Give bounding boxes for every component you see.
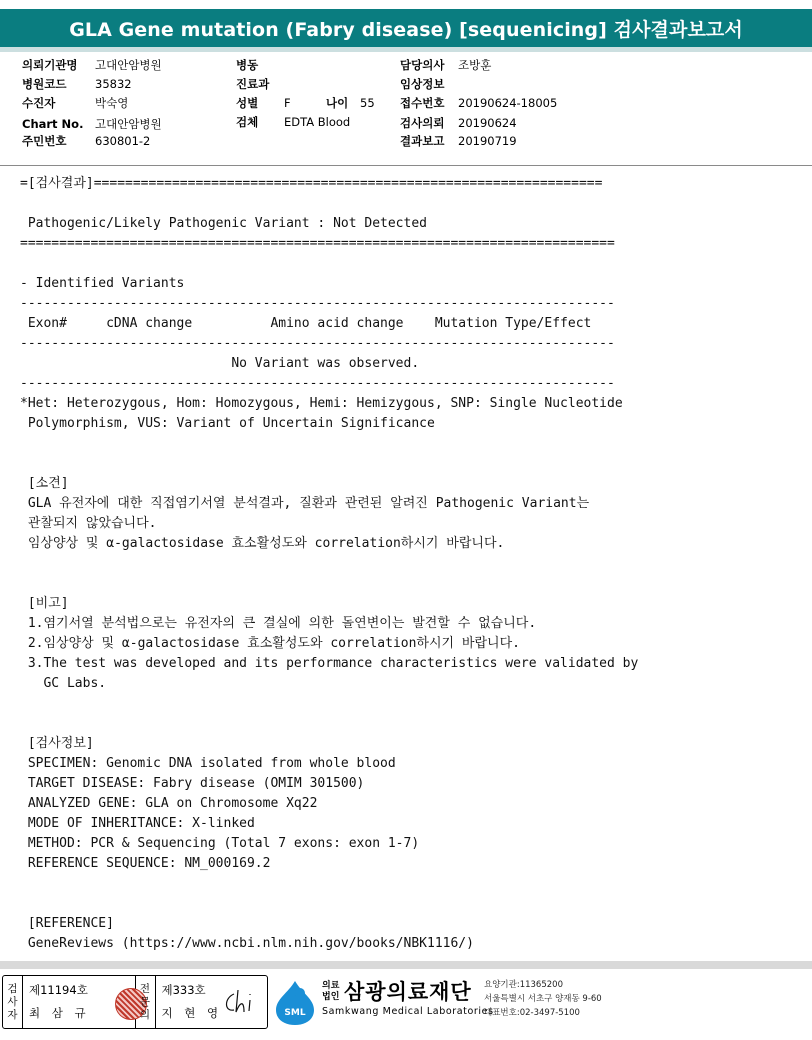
info-row-specimen bbox=[236, 113, 350, 131]
signer-license: 제333호 bbox=[161, 983, 206, 997]
info-value: 630801-2 bbox=[95, 134, 151, 148]
report-line: 관찰되지 않았습니다. bbox=[20, 516, 157, 531]
info-label: 접수번호 bbox=[400, 96, 445, 110]
info-label: 주민번호 bbox=[22, 134, 67, 148]
info-label: 병동 bbox=[236, 58, 259, 72]
report-line bbox=[20, 574, 800, 594]
signer-role-label: 전문의 bbox=[139, 982, 151, 1021]
report-line: GC Labs. bbox=[20, 676, 107, 691]
report-line bbox=[20, 454, 800, 474]
report-line: ============================================================================ bbox=[20, 236, 615, 251]
info-row-department bbox=[236, 75, 284, 93]
report-line bbox=[20, 554, 800, 574]
report-line: Pathogenic/Likely Pathogenic Variant : Not Detected bbox=[20, 216, 427, 231]
report-line: - Identified Variants bbox=[20, 276, 185, 291]
report-line: MODE OF INHERITANCE: X-linked bbox=[20, 816, 255, 831]
info-label: 담당의사 bbox=[400, 58, 445, 72]
sml-logo-icon bbox=[272, 979, 318, 1025]
info-label: 수진자 bbox=[22, 96, 56, 110]
handwritten-signature bbox=[220, 986, 260, 1020]
report-line: [REFERENCE] bbox=[20, 916, 114, 931]
contact-line: 대표번호:02-3497-5100 bbox=[484, 1008, 580, 1018]
info-row-resident-no bbox=[22, 132, 150, 150]
info-label-age: 나이 bbox=[326, 96, 349, 110]
report-title: GLA Gene mutation (Fabry disease) [sequenicing] 검사결과보고서 bbox=[0, 9, 812, 47]
info-row-request-date bbox=[400, 114, 517, 132]
info-row-patient bbox=[22, 94, 128, 112]
report-line: Polymorphism, VUS: Variant of Uncertain Significance bbox=[20, 416, 435, 431]
report-line bbox=[20, 694, 800, 714]
report-line: No Variant was observed. bbox=[20, 356, 420, 371]
info-label: 병원코드 bbox=[22, 77, 67, 91]
info-row-sex bbox=[236, 94, 375, 112]
header-divider bbox=[0, 165, 812, 166]
report-line: Exon# cDNA change Amino acid change Mutation Type/Effect bbox=[20, 316, 592, 331]
report-line bbox=[20, 434, 800, 454]
info-value-age: 55 bbox=[360, 96, 375, 110]
info-value: 고대안암병원 bbox=[95, 58, 162, 72]
report-body bbox=[20, 174, 800, 954]
report-line: [비고] bbox=[20, 596, 69, 611]
report-line bbox=[20, 894, 800, 914]
info-row-accession bbox=[400, 94, 557, 112]
signer-name: 지 현 영 bbox=[161, 1006, 223, 1020]
info-label: 진료과 bbox=[236, 77, 270, 91]
info-label: 결과보고 bbox=[400, 134, 445, 148]
info-label: Chart No. bbox=[22, 117, 84, 131]
report-line: ANALYZED GENE: GLA on Chromosome Xq22 bbox=[20, 796, 318, 811]
signer-role-tester bbox=[3, 976, 23, 1028]
contact-line: 요양기관:11365200 bbox=[484, 980, 563, 990]
signer-license: 제11194호 bbox=[29, 983, 88, 997]
logo-badge: SML bbox=[284, 1008, 306, 1018]
contact-line: 서울특별시 서초구 양재동 9-60 bbox=[484, 994, 602, 1004]
info-row-report-date bbox=[400, 132, 517, 150]
report-line: REFERENCE SEQUENCE: NM_000169.2 bbox=[20, 856, 271, 871]
info-value: EDTA Blood bbox=[284, 115, 351, 129]
info-label: 성별 bbox=[236, 96, 259, 110]
report-line: TARGET DISEASE: Fabry disease (OMIM 301500) bbox=[20, 776, 365, 791]
report-line: 임상양상 및 α-galactosidase 효소활성도와 correlation하시기 바랍니다. bbox=[20, 536, 505, 551]
report-line: *Het: Heterozygous, Hom: Homozygous, Hemi: Hemizygous, SNP: Single Nucleotide bbox=[20, 396, 623, 411]
report-line: GeneReviews (https://www.ncbi.nlm.nih.gov/books/NBK1116/) bbox=[20, 936, 474, 951]
info-row-doctor bbox=[400, 56, 491, 74]
report-line: GLA 유전자에 대한 직접염기서열 분석결과, 질환과 관련된 알려진 Pathogenic Variant는 bbox=[20, 496, 590, 511]
report-line bbox=[20, 194, 800, 214]
signer-tester bbox=[23, 976, 136, 1028]
report-line: 1.염기서열 분석법으로는 유전자의 큰 결실에 의한 돌연변이는 발견할 수 없습니다. bbox=[20, 616, 537, 631]
logo-english-name: Samkwang Medical Laboratories bbox=[322, 1006, 494, 1017]
info-value: 35832 bbox=[95, 77, 132, 91]
report-line bbox=[20, 714, 800, 734]
report-line: ---------------------------------------------------------------------------- bbox=[20, 376, 615, 391]
report-line: ---------------------------------------------------------------------------- bbox=[20, 336, 615, 351]
report-line bbox=[20, 254, 800, 274]
report-line: =[검사결과]================================================================= bbox=[20, 176, 603, 191]
signer-specialist bbox=[156, 976, 268, 1028]
signer-name: 최 삼 규 bbox=[29, 1006, 90, 1020]
info-value: 20190624-18005 bbox=[458, 96, 558, 110]
report-line: METHOD: PCR & Sequencing (Total 7 exons: exon 1-7) bbox=[20, 836, 420, 851]
info-label: 의뢰기관명 bbox=[22, 58, 78, 72]
info-row-hospital-code bbox=[22, 75, 132, 93]
footer-divider bbox=[0, 961, 812, 969]
signature-box bbox=[2, 975, 268, 1029]
info-value: 20190719 bbox=[458, 134, 517, 148]
info-value: 조방훈 bbox=[458, 58, 492, 72]
signer-role-specialist bbox=[136, 976, 156, 1028]
logo-small-label: 의료법인 bbox=[322, 981, 340, 1002]
report-line: SPECIMEN: Genomic DNA isolated from whole blood bbox=[20, 756, 396, 771]
info-row-clinical-info bbox=[400, 75, 458, 93]
report-line: ---------------------------------------------------------------------------- bbox=[20, 296, 615, 311]
info-label: 검체 bbox=[236, 115, 259, 129]
lab-contact bbox=[484, 978, 602, 1020]
logo-name: 삼광의료재단 bbox=[344, 980, 472, 1004]
info-label: 검사의뢰 bbox=[400, 116, 445, 130]
report-line: 2.임상양상 및 α-galactosidase 효소활성도와 correlation하시기 바랍니다. bbox=[20, 636, 520, 651]
title-underline bbox=[0, 47, 812, 52]
info-label: 임상정보 bbox=[400, 77, 445, 91]
report-line bbox=[20, 874, 800, 894]
report-line: [검사정보] bbox=[20, 736, 94, 751]
info-row-ward bbox=[236, 56, 284, 74]
info-value: 20190624 bbox=[458, 116, 517, 130]
info-value: 박숙영 bbox=[95, 96, 129, 110]
info-value: F bbox=[284, 96, 291, 110]
report-line: [소견] bbox=[20, 476, 69, 491]
report-line: 3.The test was developed and its performance characteristics were validated by bbox=[20, 656, 639, 671]
patient-info bbox=[0, 56, 812, 152]
info-row-institution bbox=[22, 56, 162, 74]
signer-role-label: 검사자 bbox=[7, 982, 18, 1021]
info-value: 고대안암병원 bbox=[95, 117, 162, 131]
info-row-chart-no bbox=[22, 115, 162, 133]
